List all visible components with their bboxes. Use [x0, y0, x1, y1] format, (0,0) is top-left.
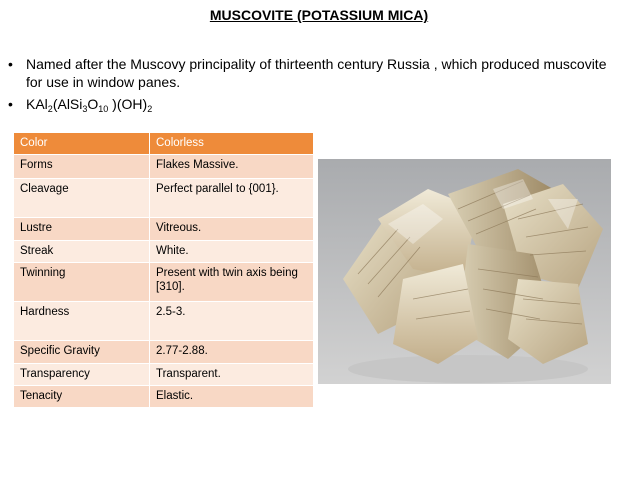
- property-label: Transparency: [14, 364, 149, 385]
- property-value: Perfect parallel to {001}.: [149, 179, 313, 217]
- property-value: Colorless: [149, 133, 313, 154]
- property-value: Flakes Massive.: [149, 155, 313, 178]
- formula-subscript: 3: [82, 104, 88, 114]
- bullet-marker: •: [8, 96, 13, 112]
- table-row: [14, 386, 313, 407]
- property-label: Cleavage: [14, 179, 149, 217]
- bullet-marker: •: [8, 56, 13, 72]
- property-value: 2.77-2.88.: [149, 341, 313, 363]
- property-label: Hardness: [14, 302, 149, 340]
- table-row: [14, 241, 313, 262]
- property-value: 2.5-3.: [149, 302, 313, 340]
- property-value: Transparent.: [149, 364, 313, 385]
- property-label: Lustre: [14, 218, 149, 240]
- bullet-formula: [8, 95, 608, 113]
- property-label: Specific Gravity: [14, 341, 149, 363]
- property-label: Twinning: [14, 263, 149, 301]
- property-value: Vitreous.: [149, 218, 313, 240]
- formula-subscript: 10: [98, 104, 109, 114]
- formula-part: )(OH): [108, 96, 148, 112]
- table-row: [14, 155, 313, 178]
- table-row: [14, 341, 313, 363]
- muscovite-photo: [318, 159, 611, 384]
- formula-subscript: 2: [47, 104, 53, 114]
- property-label: Streak: [14, 241, 149, 262]
- property-label: Color: [14, 133, 149, 154]
- formula-part: O: [87, 96, 99, 112]
- property-label: Tenacity: [14, 386, 149, 407]
- property-value: White.: [149, 241, 313, 262]
- table-row: [14, 364, 313, 385]
- property-label: Forms: [14, 155, 149, 178]
- table-row: [14, 179, 313, 217]
- formula-subscript: 2: [147, 104, 153, 114]
- property-value: Elastic.: [149, 386, 313, 407]
- table-header-row: [14, 133, 313, 154]
- bullet-list: [8, 55, 608, 113]
- bullet-name-origin: [8, 55, 608, 91]
- slide-title: MUSCOVITE (POTASSIUM MICA): [209, 7, 429, 23]
- formula-part: KAl: [26, 96, 48, 112]
- table-row: [14, 302, 313, 340]
- table-row: [14, 263, 313, 301]
- property-value: Present with twin axis being [310].: [149, 263, 313, 301]
- properties-table: [14, 132, 313, 408]
- bullet-text: Named after the Muscovy principality of thirteenth century Russia , which produced muscovite for use in window panes.: [26, 56, 607, 90]
- mineral-image: [318, 159, 611, 384]
- formula-part: (AlSi: [52, 96, 83, 112]
- table-row: [14, 218, 313, 240]
